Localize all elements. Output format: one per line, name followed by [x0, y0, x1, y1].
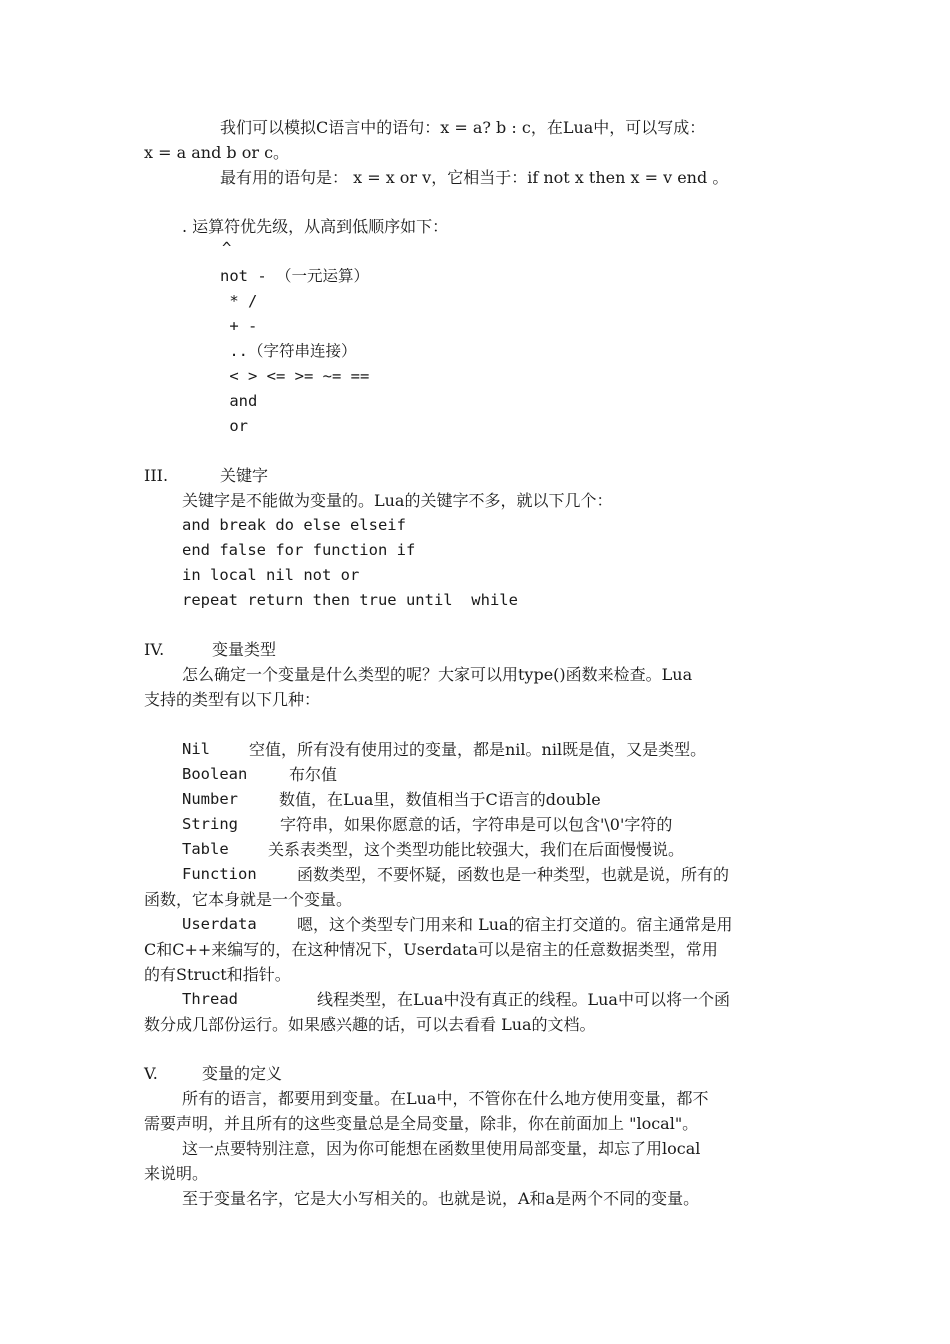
precedence-item: ^: [222, 239, 232, 257]
keyword-line: in local nil not or: [182, 566, 360, 584]
type-name: Boolean: [182, 765, 248, 783]
precedence-item: or: [220, 417, 248, 435]
type-name: Nil: [182, 740, 210, 758]
type-name: Thread: [182, 990, 238, 1008]
type-desc: 函数，它本身就是一个变量。: [144, 890, 353, 909]
precedence-item: and: [220, 392, 258, 410]
type-desc: 布尔值: [289, 765, 338, 784]
section-number: V.: [144, 1064, 158, 1083]
precedence-item: < > <= >= ~= ==: [220, 367, 370, 385]
type-desc: 数分成几部份运行。如果感兴趣的话，可以去看看 Lua的文档。: [144, 1015, 596, 1034]
paragraph-line: 最有用的语句是： x = x or v，它相当于：if not x then x = v end 。: [220, 168, 729, 187]
type-desc: 函数类型，不要怀疑，函数也是一种类型，也就是说，所有的: [297, 865, 730, 884]
type-desc: 的有Struct和指针。: [144, 965, 291, 984]
paragraph-line: 来说明。: [144, 1164, 209, 1183]
paragraph-line: 我们可以模拟C语言中的语句：x = a? b : c，在Lua中，可以写成：: [220, 118, 706, 137]
precedence-heading: . 运算符优先级，从高到低顺序如下：: [182, 217, 449, 236]
section-number: III.: [144, 466, 169, 485]
keyword-line: end false for function if: [182, 541, 416, 559]
type-desc: C和C++来编写的，在这种情况下，Userdata可以是宿主的任意数据类型，常用: [144, 940, 718, 959]
precedence-item: not - （一元运算）: [220, 267, 369, 285]
section-intro: 怎么确定一个变量是什么类型的呢？大家可以用type()函数来检查。Lua: [182, 665, 693, 684]
section-title: 变量类型: [212, 640, 277, 659]
paragraph-line: x = a and b or c。: [144, 143, 290, 162]
precedence-item: + -: [220, 317, 258, 335]
type-desc: 嗯，这个类型专门用来和 Lua的宿主打交道的。宿主通常是用: [297, 915, 733, 934]
type-desc: 线程类型，在Lua中没有真正的线程。Lua中可以将一个函: [317, 990, 730, 1009]
type-name: Number: [182, 790, 238, 808]
paragraph-line: 这一点要特别注意，因为你可能想在函数里使用局部变量，却忘了用local: [182, 1139, 701, 1158]
type-name: String: [182, 815, 238, 833]
paragraph-line: 至于变量名字，它是大小写相关的。也就是说，A和a是两个不同的变量。: [182, 1189, 700, 1208]
type-desc: 字符串，如果你愿意的话，字符串是可以包含'\0'字符的: [280, 815, 673, 834]
type-name: Function: [182, 865, 257, 883]
section-number: IV.: [144, 640, 165, 659]
paragraph-line: 所有的语言，都要用到变量。在Lua中，不管你在什么地方使用变量，都不: [182, 1089, 709, 1108]
precedence-item: ..（字符串连接）: [220, 342, 357, 360]
section-intro: 支持的类型有以下几种：: [144, 690, 321, 709]
section-title: 变量的定义: [202, 1064, 283, 1083]
paragraph-line: 需要声明，并且所有的这些变量总是全局变量，除非，你在前面加上 "local"。: [144, 1114, 699, 1133]
section-intro: 关键字是不能做为变量的。Lua的关键字不多，就以下几个：: [182, 491, 613, 510]
type-desc: 空值，所有没有使用过的变量，都是nil。nil既是值，又是类型。: [249, 740, 707, 759]
keyword-line: and break do else elseif: [182, 516, 406, 534]
keyword-line: repeat return then true until while: [182, 591, 518, 609]
type-desc: 数值，在Lua里，数值相当于C语言的double: [279, 790, 601, 809]
type-name: Userdata: [182, 915, 257, 933]
section-title: 关键字: [220, 466, 269, 485]
type-name: Table: [182, 840, 229, 858]
precedence-item: * /: [220, 292, 258, 310]
type-desc: 关系表类型，这个类型功能比较强大，我们在后面慢慢说。: [268, 840, 685, 859]
